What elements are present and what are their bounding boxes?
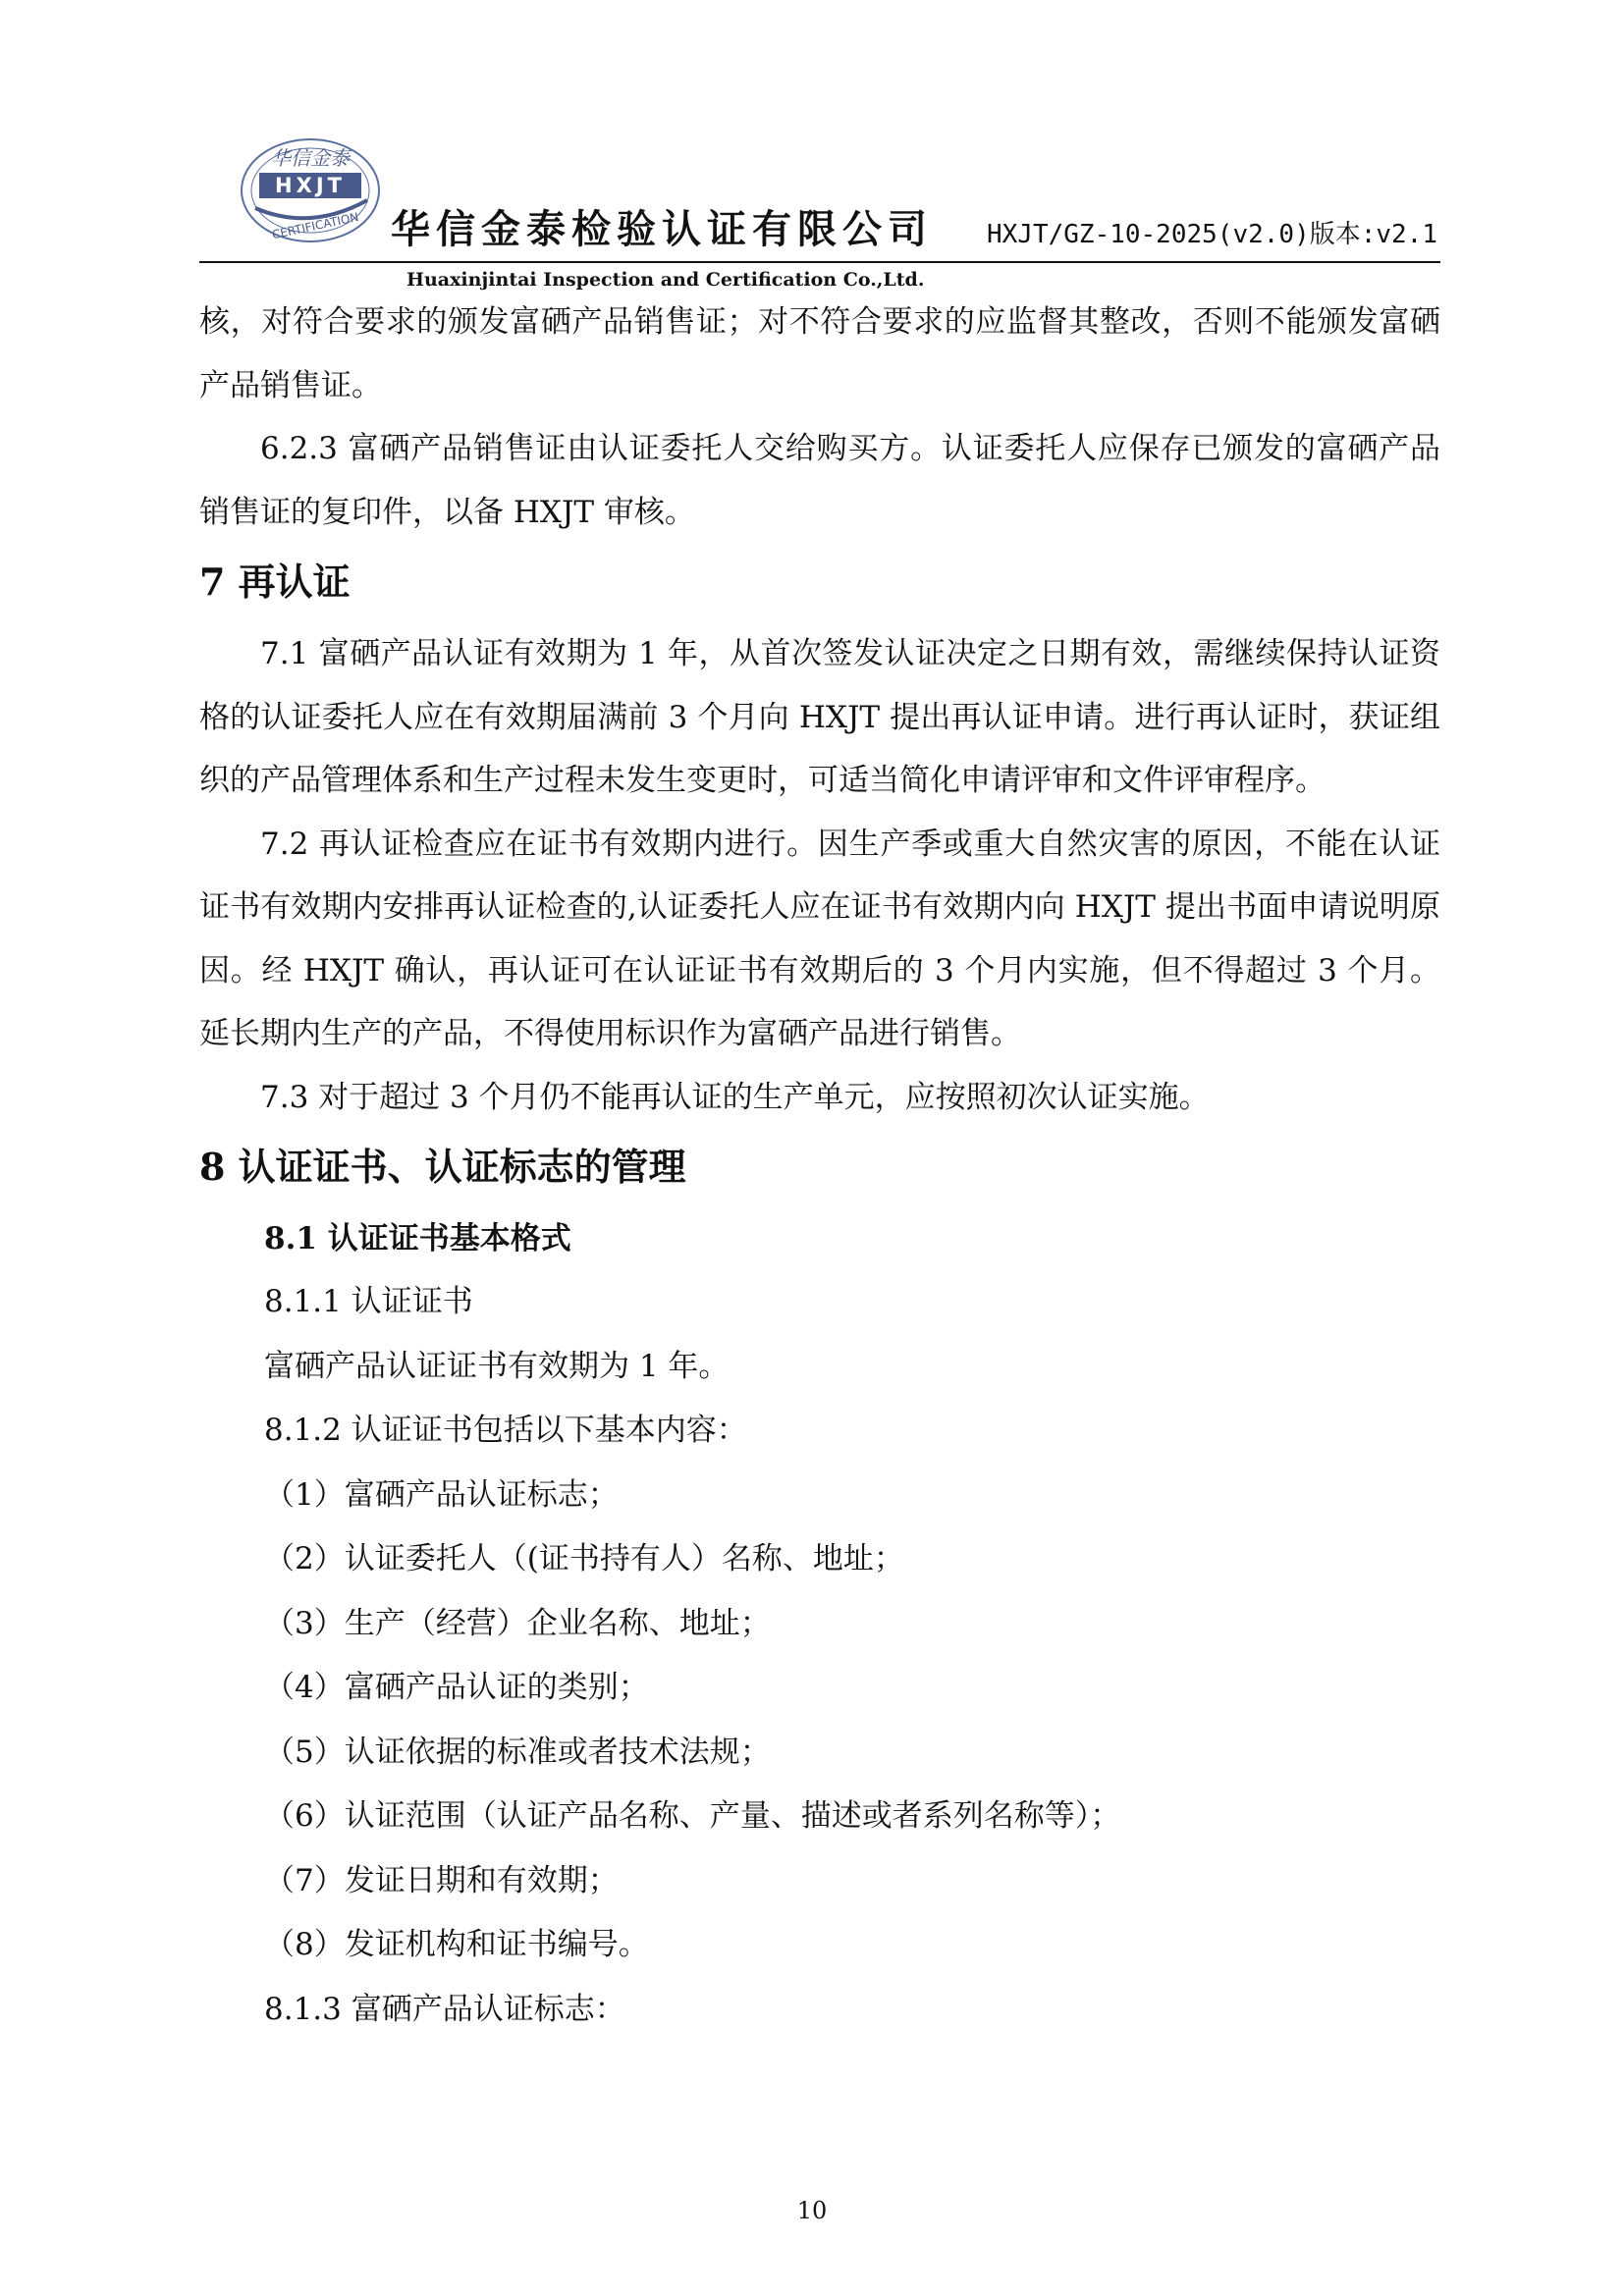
list-item: （6）认证范围（认证产品名称、产量、描述或者系列名称等）；: [264, 1798, 1121, 1834]
page-header: [0, 0, 1624, 294]
list-item: （8）发证机构和证书编号。: [264, 1927, 649, 1962]
company-name-en: Huaxinjintai Inspection and Certification Co.,Ltd.: [406, 269, 925, 291]
paragraph-7-1: 7.1 富硒产品认证有效期为 1 年，从首次签发认证决定之日期有效，需继续保持认证资格的认证委托人应在有效期届满前 3 个月向 HXJT 提出再认证申请。进行再认证时，获证组织的产品管理体系和生产过程未发生变更时，可适当简化申请评审和文件评审程序。: [199, 636, 1440, 798]
header-divider: [199, 261, 1440, 263]
logo-text-bottom: CERTIFICATION: [270, 209, 360, 242]
paragraph-7-3: 7.3 对于超过 3 个月仍不能再认证的生产单元，应按照初次认证实施。: [260, 1079, 1210, 1115]
line-8-1-3: 8.1.3 富硒产品认证标志：: [264, 1991, 625, 2027]
page-number: 10: [796, 2197, 828, 2224]
paragraph-7-2: 7.2 再认证检查应在证书有效期内进行。因生产季或重大自然灾害的原因，不能在认证证书有效期内安排再认证检查的,认证委托人应在证书有效期内向 HXJT 提出书面申请说明原因。经 HXJT 确认，再认证可在认证证书有效期后的 3 个月内实施，但不得超过 3 个月。延长期内生产的产品，不得使用标识作为富硒产品进行销售。: [199, 826, 1440, 1051]
list-item: （7）发证日期和有效期；: [264, 1862, 619, 1898]
list-item: （1）富硒产品认证标志；: [264, 1476, 619, 1513]
logo-text-top: 华信金泰: [271, 146, 350, 170]
list-item: （4）富硒产品认证的类别；: [264, 1670, 649, 1705]
line-8-1-2: 8.1.2 认证证书包括以下基本内容：: [264, 1413, 747, 1448]
heading-8-1: 8.1 认证证书基本格式: [264, 1221, 571, 1256]
company-name-cn: 华信金泰检验认证有限公司: [391, 206, 933, 252]
list-item: （2）认证委托人（(证书持有人）名称、地址；: [264, 1541, 904, 1576]
heading-section-7: 7 再认证: [199, 560, 351, 604]
line-8-1-1-text: 富硒产品认证证书有效期为 1 年。: [264, 1348, 730, 1384]
heading-section-8: 8 认证证书、认证标志的管理: [199, 1145, 686, 1189]
paragraph-6-2-3: 6.2.3 富硒产品销售证由认证委托人交给购买方。认证委托人应保存已颁发的富硒产品销售证的复印件，以备 HXJT 审核。: [199, 431, 1440, 530]
line-8-1-1: 8.1.1 认证证书: [264, 1284, 473, 1319]
list-item: （5）认证依据的标准或者技术法规；: [264, 1734, 771, 1770]
page-body: [199, 291, 1440, 2042]
list-item: （3）生产（经营）企业名称、地址；: [264, 1605, 771, 1641]
hxjt-logo: [238, 135, 383, 251]
logo-text-mid: HXJT: [275, 174, 346, 197]
document-code: HXJT/GZ-10-2025(v2.0)版本:v2.1: [987, 220, 1437, 249]
paragraph-continued: 核，对符合要求的颁发富硒产品销售证；对不符合要求的应监督其整改，否则不能颁发富硒产品销售证。: [199, 304, 1440, 403]
